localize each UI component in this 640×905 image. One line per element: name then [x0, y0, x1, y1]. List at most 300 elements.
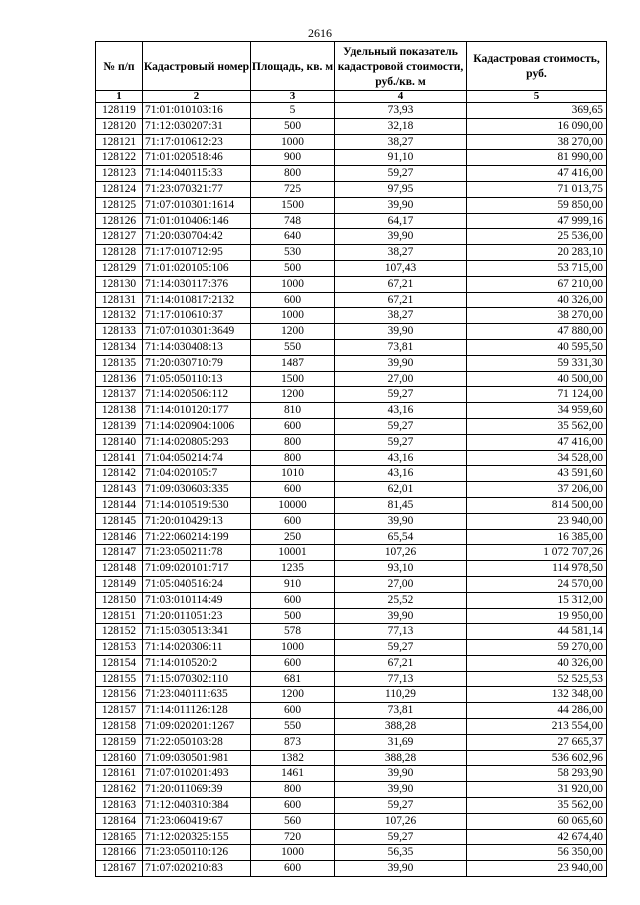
cadastral-number-cell: 71:14:020904:1006 — [143, 418, 251, 434]
specific-value-cell: 38,27 — [335, 245, 467, 261]
cadastral-value-table — [95, 41, 607, 877]
specific-value-cell: 93,10 — [335, 561, 467, 577]
specific-value-cell: 39,90 — [335, 229, 467, 245]
cadastral-value-cell: 60 065,60 — [467, 813, 607, 829]
column-number: 4 — [335, 91, 467, 103]
specific-value-cell: 59,27 — [335, 418, 467, 434]
row-number-cell: 128119 — [96, 103, 143, 119]
row-number-cell: 128142 — [96, 466, 143, 482]
cadastral-value-cell: 38 270,00 — [467, 134, 607, 150]
cadastral-number-cell: 71:20:030704:42 — [143, 229, 251, 245]
cadastral-value-cell: 43 591,60 — [467, 466, 607, 482]
specific-value-cell: 62,01 — [335, 482, 467, 498]
table-row — [96, 403, 607, 419]
area-cell: 600 — [251, 513, 335, 529]
area-cell: 600 — [251, 592, 335, 608]
header-row — [96, 42, 607, 91]
cadastral-number-cell: 71:04:020105:7 — [143, 466, 251, 482]
area-cell: 800 — [251, 166, 335, 182]
table-row — [96, 181, 607, 197]
area-cell: 250 — [251, 529, 335, 545]
specific-value-cell: 73,81 — [335, 339, 467, 355]
area-cell: 640 — [251, 229, 335, 245]
table-row — [96, 118, 607, 134]
cadastral-value-cell: 52 525,53 — [467, 671, 607, 687]
row-number-cell: 128153 — [96, 640, 143, 656]
table-row — [96, 371, 607, 387]
row-number-cell: 128152 — [96, 624, 143, 640]
row-number-cell: 128166 — [96, 845, 143, 861]
area-cell: 800 — [251, 782, 335, 798]
area-cell: 600 — [251, 798, 335, 814]
cadastral-value-cell: 40 326,00 — [467, 292, 607, 308]
area-cell: 600 — [251, 418, 335, 434]
area-cell: 1500 — [251, 197, 335, 213]
specific-value-cell: 39,90 — [335, 355, 467, 371]
area-cell: 1000 — [251, 134, 335, 150]
table-row — [96, 387, 607, 403]
cadastral-number-cell: 71:20:010429:13 — [143, 513, 251, 529]
cadastral-number-cell: 71:01:020105:106 — [143, 260, 251, 276]
area-cell: 500 — [251, 260, 335, 276]
cadastral-number-cell: 71:23:070321:77 — [143, 181, 251, 197]
area-cell: 748 — [251, 213, 335, 229]
area-cell: 1461 — [251, 766, 335, 782]
specific-value-cell: 43,16 — [335, 403, 467, 419]
page-number: 2616 — [308, 26, 332, 40]
specific-value-cell: 77,13 — [335, 671, 467, 687]
table-row — [96, 529, 607, 545]
row-number-cell: 128143 — [96, 482, 143, 498]
cadastral-value-cell: 81 990,00 — [467, 150, 607, 166]
table-row — [96, 861, 607, 877]
area-cell: 500 — [251, 608, 335, 624]
area-cell: 681 — [251, 671, 335, 687]
table-row — [96, 845, 607, 861]
table-row — [96, 640, 607, 656]
row-number-cell: 128151 — [96, 608, 143, 624]
table-row — [96, 103, 607, 119]
header-row-number: № п/п — [96, 42, 143, 91]
cadastral-value-cell: 536 602,96 — [467, 750, 607, 766]
table-row — [96, 308, 607, 324]
cadastral-number-cell: 71:14:020306:11 — [143, 640, 251, 656]
area-cell: 800 — [251, 434, 335, 450]
cadastral-value-cell: 132 348,00 — [467, 687, 607, 703]
specific-value-cell: 39,90 — [335, 861, 467, 877]
cadastral-value-cell: 213 554,00 — [467, 719, 607, 735]
specific-value-cell: 107,26 — [335, 545, 467, 561]
cadastral-value-cell: 40 326,00 — [467, 655, 607, 671]
row-number-cell: 128161 — [96, 766, 143, 782]
cadastral-value-cell: 40 500,00 — [467, 371, 607, 387]
cadastral-value-cell: 369,65 — [467, 103, 607, 119]
table-row — [96, 197, 607, 213]
row-number-cell: 128134 — [96, 339, 143, 355]
column-number-row — [96, 91, 607, 103]
cadastral-number-cell: 71:09:030603:335 — [143, 482, 251, 498]
row-number-cell: 128144 — [96, 497, 143, 513]
row-number-cell: 128128 — [96, 245, 143, 261]
specific-value-cell: 81,45 — [335, 497, 467, 513]
specific-value-cell: 38,27 — [335, 308, 467, 324]
area-cell: 600 — [251, 655, 335, 671]
area-cell: 1382 — [251, 750, 335, 766]
cadastral-number-cell: 71:05:040516:24 — [143, 576, 251, 592]
cadastral-number-cell: 71:01:010103:16 — [143, 103, 251, 119]
cadastral-value-cell: 40 595,50 — [467, 339, 607, 355]
cadastral-number-cell: 71:14:030408:13 — [143, 339, 251, 355]
specific-value-cell: 32,18 — [335, 118, 467, 134]
cadastral-number-cell: 71:14:010120:177 — [143, 403, 251, 419]
cadastral-number-cell: 71:23:050211:78 — [143, 545, 251, 561]
table-row — [96, 324, 607, 340]
row-number-cell: 128155 — [96, 671, 143, 687]
row-number-cell: 128129 — [96, 260, 143, 276]
area-cell: 550 — [251, 719, 335, 735]
area-cell: 910 — [251, 576, 335, 592]
cadastral-value-cell: 47 880,00 — [467, 324, 607, 340]
cadastral-value-cell: 114 978,50 — [467, 561, 607, 577]
table-row — [96, 466, 607, 482]
cadastral-number-cell: 71:14:010817:2132 — [143, 292, 251, 308]
cadastral-number-cell: 71:07:020210:83 — [143, 861, 251, 877]
row-number-cell: 128131 — [96, 292, 143, 308]
cadastral-value-cell: 38 270,00 — [467, 308, 607, 324]
cadastral-value-cell: 59 331,30 — [467, 355, 607, 371]
specific-value-cell: 43,16 — [335, 450, 467, 466]
cadastral-number-cell: 71:23:040111:635 — [143, 687, 251, 703]
area-cell: 600 — [251, 482, 335, 498]
cadastral-number-cell: 71:14:020506:112 — [143, 387, 251, 403]
header-specific-value: Удельный показатель кадастровой стоимости, руб./кв. м — [335, 42, 467, 91]
table-row — [96, 829, 607, 845]
area-cell: 810 — [251, 403, 335, 419]
area-cell: 578 — [251, 624, 335, 640]
area-cell: 900 — [251, 150, 335, 166]
row-number-cell: 128157 — [96, 703, 143, 719]
specific-value-cell: 39,90 — [335, 197, 467, 213]
specific-value-cell: 388,28 — [335, 719, 467, 735]
table-row — [96, 750, 607, 766]
cadastral-value-cell: 56 350,00 — [467, 845, 607, 861]
cadastral-value-cell: 23 940,00 — [467, 861, 607, 877]
specific-value-cell: 110,29 — [335, 687, 467, 703]
cadastral-number-cell: 71:07:010301:1614 — [143, 197, 251, 213]
table-row — [96, 213, 607, 229]
cadastral-value-cell: 47 999,16 — [467, 213, 607, 229]
cadastral-number-cell: 71:12:030207:31 — [143, 118, 251, 134]
cadastral-value-cell: 58 293,90 — [467, 766, 607, 782]
row-number-cell: 128138 — [96, 403, 143, 419]
row-number-cell: 128133 — [96, 324, 143, 340]
cadastral-number-cell: 71:14:011126:128 — [143, 703, 251, 719]
specific-value-cell: 39,90 — [335, 608, 467, 624]
table-row — [96, 355, 607, 371]
area-cell: 800 — [251, 450, 335, 466]
table-row — [96, 166, 607, 182]
specific-value-cell: 65,54 — [335, 529, 467, 545]
cadastral-value-cell: 15 312,00 — [467, 592, 607, 608]
cadastral-value-cell: 20 283,10 — [467, 245, 607, 261]
row-number-cell: 128148 — [96, 561, 143, 577]
specific-value-cell: 107,26 — [335, 813, 467, 829]
area-cell: 1000 — [251, 276, 335, 292]
cadastral-number-cell: 71:09:020201:1267 — [143, 719, 251, 735]
row-number-cell: 128127 — [96, 229, 143, 245]
area-cell: 500 — [251, 118, 335, 134]
area-cell: 1235 — [251, 561, 335, 577]
column-number: 3 — [251, 91, 335, 103]
cadastral-value-cell: 24 570,00 — [467, 576, 607, 592]
row-number-cell: 128122 — [96, 150, 143, 166]
area-cell: 10000 — [251, 497, 335, 513]
specific-value-cell: 59,27 — [335, 166, 467, 182]
cadastral-number-cell: 71:04:050214:74 — [143, 450, 251, 466]
area-cell: 1010 — [251, 466, 335, 482]
specific-value-cell: 97,95 — [335, 181, 467, 197]
table-row — [96, 671, 607, 687]
specific-value-cell: 59,27 — [335, 434, 467, 450]
specific-value-cell: 59,27 — [335, 387, 467, 403]
table-row — [96, 703, 607, 719]
row-number-cell: 128132 — [96, 308, 143, 324]
cadastral-value-cell: 1 072 707,26 — [467, 545, 607, 561]
row-number-cell: 128154 — [96, 655, 143, 671]
table-row — [96, 782, 607, 798]
cadastral-number-cell: 71:12:040310:384 — [143, 798, 251, 814]
specific-value-cell: 27,00 — [335, 576, 467, 592]
cadastral-number-cell: 71:14:040115:33 — [143, 166, 251, 182]
specific-value-cell: 25,52 — [335, 592, 467, 608]
specific-value-cell: 388,28 — [335, 750, 467, 766]
specific-value-cell: 73,93 — [335, 103, 467, 119]
cadastral-number-cell: 71:17:010712:95 — [143, 245, 251, 261]
row-number-cell: 128167 — [96, 861, 143, 877]
cadastral-number-cell: 71:17:010610:37 — [143, 308, 251, 324]
specific-value-cell: 27,00 — [335, 371, 467, 387]
cadastral-number-cell: 71:15:070302:110 — [143, 671, 251, 687]
table-row — [96, 576, 607, 592]
area-cell: 550 — [251, 339, 335, 355]
cadastral-value-cell: 59 850,00 — [467, 197, 607, 213]
table-row — [96, 813, 607, 829]
specific-value-cell: 67,21 — [335, 276, 467, 292]
specific-value-cell: 64,17 — [335, 213, 467, 229]
cadastral-number-cell: 71:01:020518:46 — [143, 150, 251, 166]
cadastral-number-cell: 71:20:011069:39 — [143, 782, 251, 798]
table-row — [96, 339, 607, 355]
cadastral-value-cell: 25 536,00 — [467, 229, 607, 245]
specific-value-cell: 59,27 — [335, 798, 467, 814]
area-cell: 600 — [251, 703, 335, 719]
specific-value-cell: 59,27 — [335, 829, 467, 845]
area-cell: 5 — [251, 103, 335, 119]
row-number-cell: 128150 — [96, 592, 143, 608]
specific-value-cell: 73,81 — [335, 703, 467, 719]
specific-value-cell: 91,10 — [335, 150, 467, 166]
table-row — [96, 545, 607, 561]
cadastral-number-cell: 71:01:010406:146 — [143, 213, 251, 229]
row-number-cell: 128137 — [96, 387, 143, 403]
row-number-cell: 128135 — [96, 355, 143, 371]
table-row — [96, 687, 607, 703]
row-number-cell: 128124 — [96, 181, 143, 197]
cadastral-number-cell: 71:20:030710:79 — [143, 355, 251, 371]
cadastral-number-cell: 71:23:050110:126 — [143, 845, 251, 861]
table-row — [96, 513, 607, 529]
cadastral-value-cell: 814 500,00 — [467, 497, 607, 513]
cadastral-number-cell: 71:03:010114:49 — [143, 592, 251, 608]
header-cadastral-value: Кадастровая стоимость, руб. — [467, 42, 607, 91]
specific-value-cell: 38,27 — [335, 134, 467, 150]
row-number-cell: 128145 — [96, 513, 143, 529]
cadastral-value-cell: 47 416,00 — [467, 434, 607, 450]
row-number-cell: 128162 — [96, 782, 143, 798]
row-number-cell: 128141 — [96, 450, 143, 466]
cadastral-value-cell: 37 206,00 — [467, 482, 607, 498]
cadastral-value-cell: 35 562,00 — [467, 418, 607, 434]
row-number-cell: 128126 — [96, 213, 143, 229]
table-row — [96, 434, 607, 450]
specific-value-cell: 31,69 — [335, 734, 467, 750]
table-row — [96, 561, 607, 577]
area-cell: 1200 — [251, 687, 335, 703]
specific-value-cell: 67,21 — [335, 655, 467, 671]
cadastral-value-cell: 44 286,00 — [467, 703, 607, 719]
table-row — [96, 150, 607, 166]
row-number-cell: 128156 — [96, 687, 143, 703]
cadastral-value-cell: 27 665,37 — [467, 734, 607, 750]
table-row — [96, 655, 607, 671]
cadastral-number-cell: 71:15:030513:341 — [143, 624, 251, 640]
table-row — [96, 245, 607, 261]
row-number-cell: 128165 — [96, 829, 143, 845]
row-number-cell: 128160 — [96, 750, 143, 766]
area-cell: 560 — [251, 813, 335, 829]
table-row — [96, 608, 607, 624]
cadastral-value-cell: 31 920,00 — [467, 782, 607, 798]
header-cadastral-number: Кадастровый номер — [143, 42, 251, 91]
row-number-cell: 128125 — [96, 197, 143, 213]
area-cell: 1000 — [251, 845, 335, 861]
cadastral-value-cell: 16 090,00 — [467, 118, 607, 134]
area-cell: 600 — [251, 292, 335, 308]
row-number-cell: 128120 — [96, 118, 143, 134]
row-number-cell: 128121 — [96, 134, 143, 150]
specific-value-cell: 59,27 — [335, 640, 467, 656]
cadastral-number-cell: 71:05:050110:13 — [143, 371, 251, 387]
row-number-cell: 128164 — [96, 813, 143, 829]
cadastral-number-cell: 71:20:011051:23 — [143, 608, 251, 624]
column-number: 5 — [467, 91, 607, 103]
cadastral-number-cell: 71:09:020101:717 — [143, 561, 251, 577]
cadastral-number-cell: 71:14:020805:293 — [143, 434, 251, 450]
table-row — [96, 276, 607, 292]
area-cell: 720 — [251, 829, 335, 845]
row-number-cell: 128149 — [96, 576, 143, 592]
table-row — [96, 734, 607, 750]
table-row — [96, 292, 607, 308]
specific-value-cell: 39,90 — [335, 766, 467, 782]
cadastral-value-cell: 71 013,75 — [467, 181, 607, 197]
row-number-cell: 128136 — [96, 371, 143, 387]
table-row — [96, 798, 607, 814]
cadastral-number-cell: 71:14:010519:530 — [143, 497, 251, 513]
row-number-cell: 128163 — [96, 798, 143, 814]
cadastral-number-cell: 71:07:010301:3649 — [143, 324, 251, 340]
area-cell: 1000 — [251, 640, 335, 656]
cadastral-number-cell: 71:12:020325:155 — [143, 829, 251, 845]
specific-value-cell: 43,16 — [335, 466, 467, 482]
column-number: 2 — [143, 91, 251, 103]
table-row — [96, 766, 607, 782]
table-row — [96, 229, 607, 245]
specific-value-cell: 39,90 — [335, 513, 467, 529]
row-number-cell: 128159 — [96, 734, 143, 750]
table-body — [96, 103, 607, 877]
cadastral-value-cell: 23 940,00 — [467, 513, 607, 529]
row-number-cell: 128130 — [96, 276, 143, 292]
area-cell: 1200 — [251, 387, 335, 403]
table-row — [96, 482, 607, 498]
table-row — [96, 134, 607, 150]
row-number-cell: 128140 — [96, 434, 143, 450]
table-row — [96, 497, 607, 513]
area-cell: 1487 — [251, 355, 335, 371]
row-number-cell: 128158 — [96, 719, 143, 735]
cadastral-value-cell: 67 210,00 — [467, 276, 607, 292]
specific-value-cell: 77,13 — [335, 624, 467, 640]
column-number: 1 — [96, 91, 143, 103]
cadastral-value-cell: 34 959,60 — [467, 403, 607, 419]
area-cell: 600 — [251, 861, 335, 877]
specific-value-cell: 107,43 — [335, 260, 467, 276]
area-cell: 725 — [251, 181, 335, 197]
specific-value-cell: 39,90 — [335, 782, 467, 798]
area-cell: 1000 — [251, 308, 335, 324]
table-row — [96, 260, 607, 276]
table-row — [96, 719, 607, 735]
cadastral-value-cell: 35 562,00 — [467, 798, 607, 814]
specific-value-cell: 67,21 — [335, 292, 467, 308]
cadastral-number-cell: 71:14:030117:376 — [143, 276, 251, 292]
row-number-cell: 128147 — [96, 545, 143, 561]
cadastral-value-cell: 71 124,00 — [467, 387, 607, 403]
cadastral-value-cell: 34 528,00 — [467, 450, 607, 466]
table-row — [96, 450, 607, 466]
cadastral-value-cell: 19 950,00 — [467, 608, 607, 624]
cadastral-value-cell: 44 581,14 — [467, 624, 607, 640]
area-cell: 530 — [251, 245, 335, 261]
row-number-cell: 128123 — [96, 166, 143, 182]
cadastral-number-cell: 71:17:010612:23 — [143, 134, 251, 150]
cadastral-number-cell: 71:09:030501:981 — [143, 750, 251, 766]
cadastral-value-cell: 53 715,00 — [467, 260, 607, 276]
area-cell: 10001 — [251, 545, 335, 561]
table-row — [96, 418, 607, 434]
specific-value-cell: 56,35 — [335, 845, 467, 861]
table-row — [96, 624, 607, 640]
cadastral-number-cell: 71:07:010201:493 — [143, 766, 251, 782]
area-cell: 1200 — [251, 324, 335, 340]
cadastral-number-cell: 71:23:060419:67 — [143, 813, 251, 829]
specific-value-cell: 39,90 — [335, 324, 467, 340]
table-row — [96, 592, 607, 608]
area-cell: 1500 — [251, 371, 335, 387]
header-area: Площадь, кв. м — [251, 42, 335, 91]
cadastral-value-cell: 47 416,00 — [467, 166, 607, 182]
